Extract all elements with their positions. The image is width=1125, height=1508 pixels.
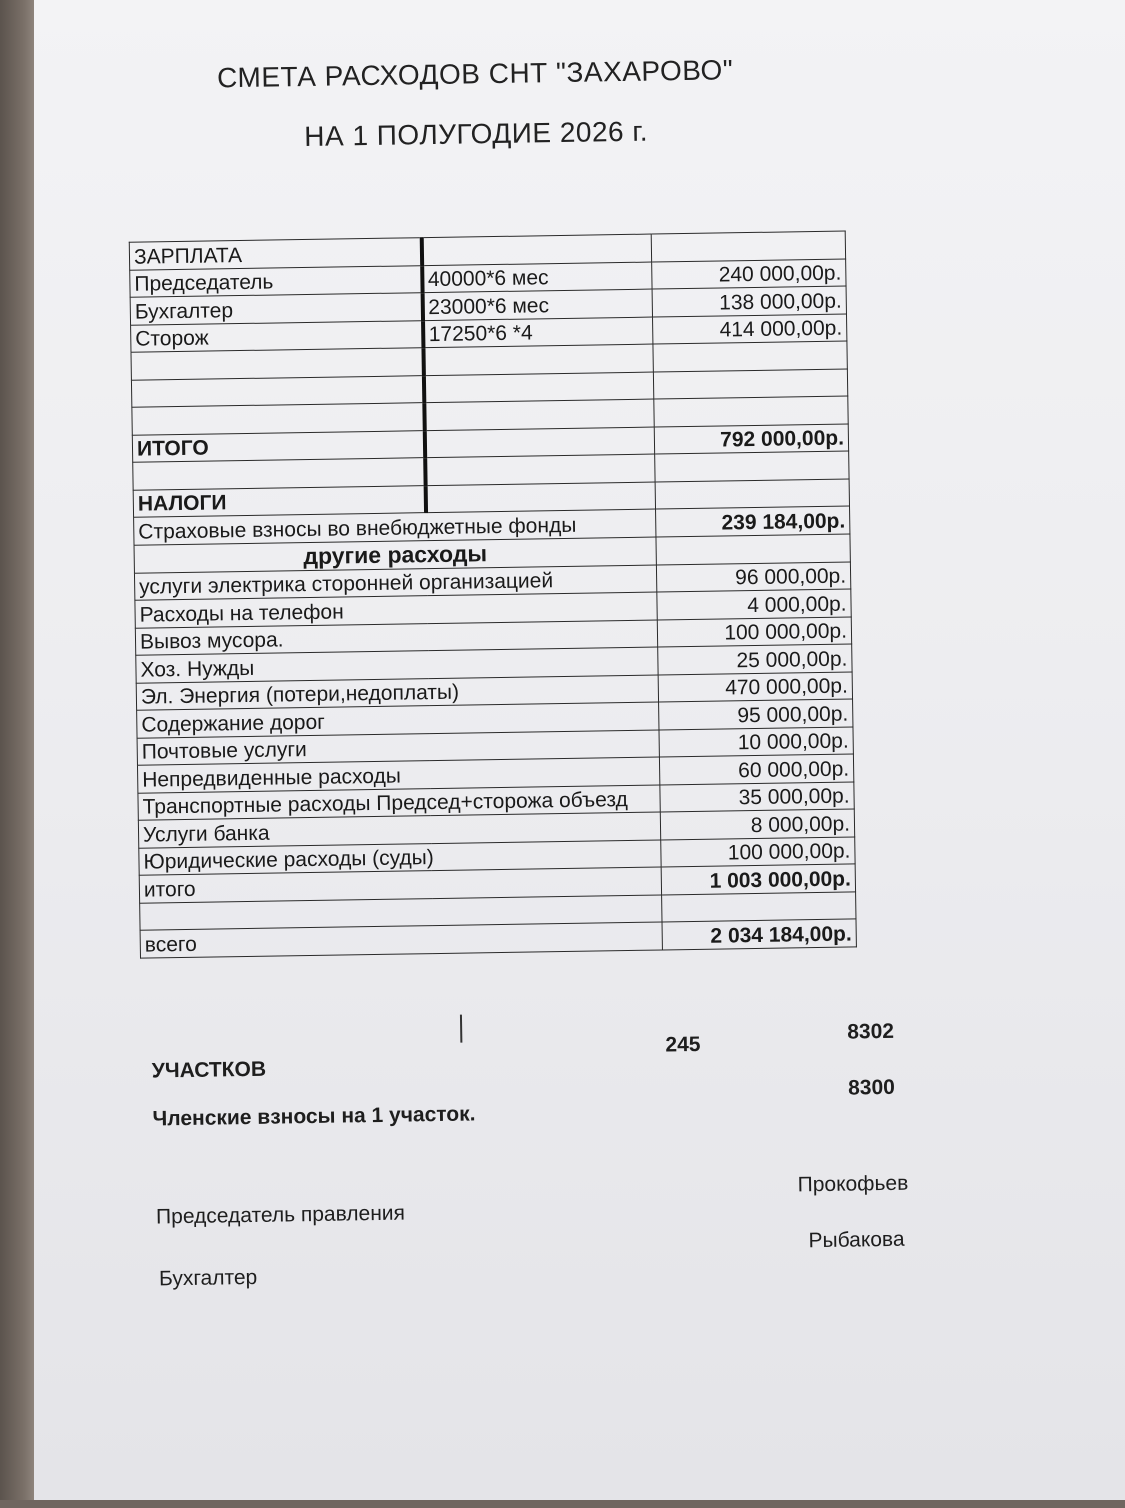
expense-name: Услуги банка: [138, 812, 660, 848]
expense-amount: 96 000,00р.: [656, 561, 850, 592]
fee-label: Членские взносы на 1 участок.: [152, 1102, 476, 1131]
section-other-header: другие расходы: [134, 537, 656, 573]
salary-calc: 17250*6 *4: [423, 317, 653, 348]
accountant-label: Бухгалтер: [158, 1265, 258, 1291]
expense-amount: 95 000,00р.: [659, 699, 853, 730]
section-salary-header: ЗАРПЛАТА: [129, 238, 421, 270]
expense-amount: 8 000,00р.: [660, 809, 854, 840]
salary-name: Бухгалтер: [130, 293, 422, 325]
expense-name: Расходы на телефон: [135, 592, 657, 628]
accountant-name: Рыбакова: [808, 1227, 905, 1253]
divider: [460, 1015, 462, 1043]
tax-row-label: Страховые взносы во внебюджетные фонды: [134, 509, 656, 545]
salary-amount: 414 000,00р.: [652, 314, 846, 345]
expense-name: Вывоз мусора.: [135, 620, 657, 656]
expense-amount: 35 000,00р.: [660, 781, 854, 812]
salary-name: Сторож: [131, 320, 423, 352]
expense-name: Транспортные расходы Председ+сторожа объезд: [138, 784, 660, 820]
expense-name: Эл. Энергия (потери,недоплаты): [136, 675, 658, 711]
chair-name: Прокофьев: [797, 1171, 909, 1197]
expense-name: услуги электрика сторонней организацией: [134, 565, 656, 601]
grand-total-amount: 2 034 184,00р.: [662, 919, 856, 950]
document-title: СМЕТА РАСХОДОВ СНТ "ЗАХАРОВО": [216, 54, 734, 94]
expense-name: Непредвиденные расходы: [137, 757, 659, 793]
expense-name: Юридические расходы (суды): [139, 839, 661, 875]
document-subtitle: НА 1 ПОЛУГОДИЕ 2026 г.: [304, 115, 649, 153]
salary-name: Председатель: [130, 265, 422, 297]
other-total-amount: 1 003 000,00р.: [661, 864, 855, 895]
expense-amount: 4 000,00р.: [657, 589, 851, 620]
expense-amount: 100 000,00р.: [661, 836, 855, 867]
expense-amount: 60 000,00р.: [659, 754, 853, 785]
expense-amount: 100 000,00р.: [657, 616, 851, 647]
salary-calc: 23000*6 мес: [422, 289, 652, 320]
other-total-label: итого: [139, 867, 661, 903]
expense-amount: 470 000,00р.: [658, 671, 852, 702]
salary-total-amount: 792 000,00р.: [654, 423, 848, 454]
expense-name: Содержание дорог: [137, 702, 659, 738]
plots-count: 245: [665, 1032, 701, 1057]
salary-amount: 240 000,00р.: [652, 259, 846, 290]
section-taxes-header: НАЛОГИ: [133, 485, 425, 517]
salary-total-label: ИТОГО: [132, 430, 424, 462]
chair-label: Председатель правления: [155, 1201, 406, 1229]
plots-label: УЧАСТКОВ: [151, 1057, 267, 1083]
grand-total-label: всего: [140, 922, 662, 958]
fee-value: 8300: [847, 1075, 896, 1100]
per-plot-calc: 8302: [847, 1019, 895, 1044]
expense-amount: 25 000,00р.: [658, 644, 852, 675]
salary-calc: 40000*6 мес: [422, 262, 652, 293]
expense-name: Хоз. Нужды: [136, 647, 658, 683]
expense-amount: 10 000,00р.: [659, 726, 853, 757]
salary-amount: 138 000,00р.: [652, 286, 846, 317]
estimate-table: [129, 231, 857, 959]
expense-name: Почтовые услуги: [137, 730, 659, 766]
tax-row-amount: 239 184,00р.: [656, 506, 850, 537]
